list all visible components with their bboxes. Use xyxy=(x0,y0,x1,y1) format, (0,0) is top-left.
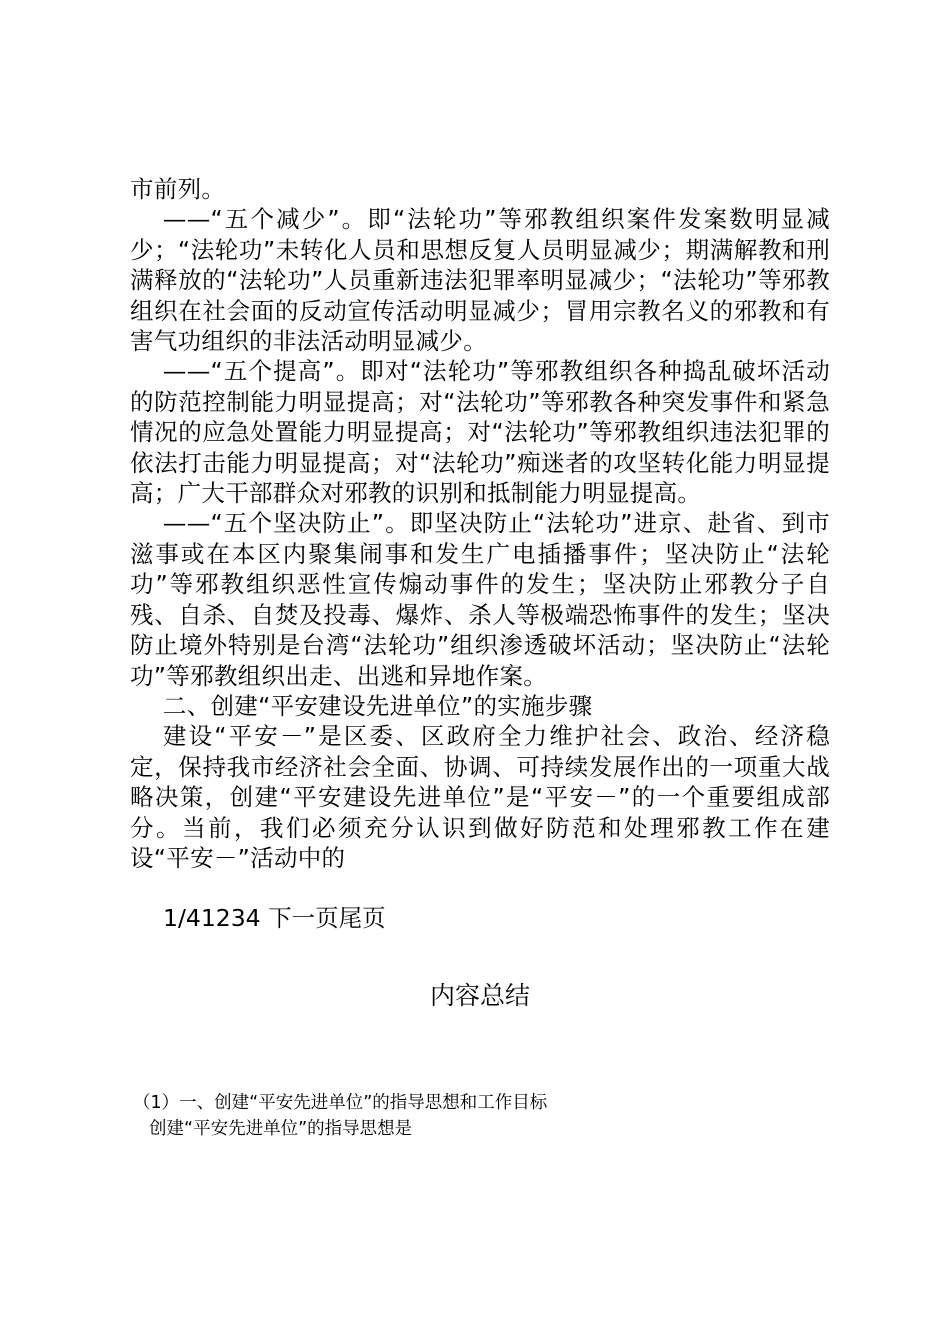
paragraph-five-reductions: ——“五个减少”。即“法轮功”等邪教组织案件发案数明显减少；“法轮功”未转化人员和思想反复人员明显减少；期满解教和刑满释放的“法轮功”人员重新违法犯罪率明显减少；“法轮功”等邪教组织在社会面的反动宣传活动明显减少；冒用宗教名义的邪教和有害气功组织的非法活动明显减少。 xyxy=(130,205,830,356)
summary-item: （1）一、创建“平安先进单位”的指导思想和工作目标 xyxy=(133,1093,548,1113)
document-body xyxy=(130,174,830,873)
page-navigation[interactable]: 1/41234 下一页尾页 xyxy=(163,904,386,932)
paragraph-five-improvements: ——“五个提高”。即对“法轮功”等邪教组织各种捣乱破坏活动的防范控制能力明显提高；对“法轮功”等邪教各种突发事件和紧急情况的应急处置能力明显提高；对“法轮功”等邪教组织违法犯罪的依法打击能力明显提高；对“法轮功”痴迷者的攻坚转化能力明显提高；广大干部群众对邪教的识别和抵制能力明显提高。 xyxy=(130,357,830,508)
section-heading-implementation-steps: 二、创建“平安建设先进单位”的实施步骤 xyxy=(162,691,593,720)
paragraph-continuation: 市前列。 xyxy=(130,175,226,203)
summary-section xyxy=(133,1090,833,1142)
summary-title: 内容总结 xyxy=(429,981,530,1010)
paragraph-five-preventions: ——“五个坚决防止”。即坚决防止“法轮功”进京、赴省、到市滋事或在本区内聚集闹事和发生广电插播事件；坚决防止“法轮功”等邪教组织恶性宣传煽动事件的发生；坚决防止邪教分子自残、自杀、自焚及投毒、爆炸、杀人等极端恐怖事件的发生；坚决防止境外特别是台湾“法轮功”组织渗透破坏活动；坚决防止“法轮功”等邪教组织出走、出逃和异地作案。 xyxy=(130,509,830,690)
paragraph-safe-construction: 建设“平安－”是区委、区政府全力维护社会、政治、经济稳定，保持我市经济社会全面、协调、可持续发展作出的一项重大战略决策，创建“平安建设先进单位”是“平安－”的一个重要组成部分。当前，我们必须充分认识到做好防范和处理邪教工作在建设“平安－”活动中的 xyxy=(130,722,830,872)
summary-item-detail: 创建“平安先进单位”的指导思想是 xyxy=(149,1119,413,1139)
